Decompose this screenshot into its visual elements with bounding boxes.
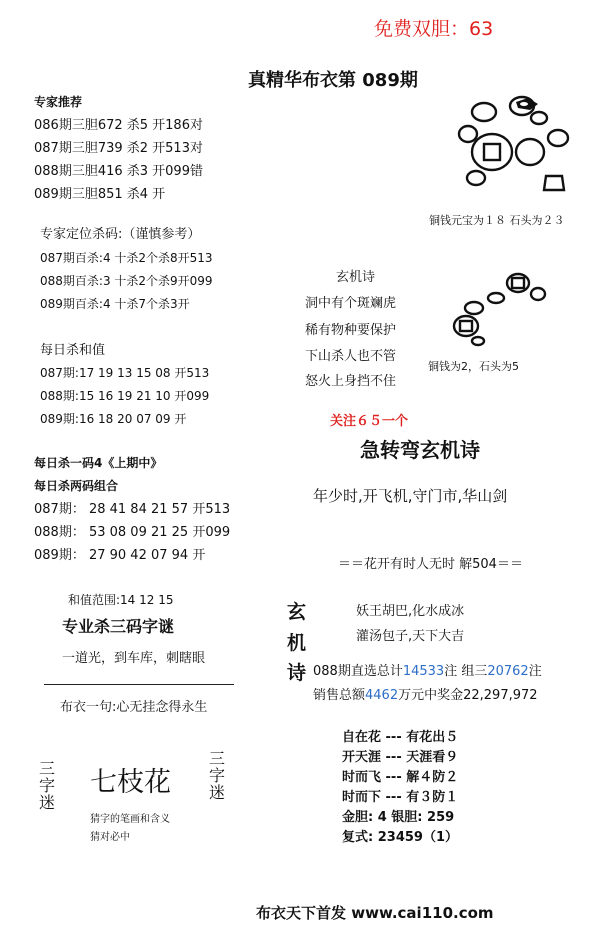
position-kill-heading: 专家定位杀码:（谨慎参考） bbox=[40, 227, 201, 242]
buyi-line: 布衣一句:心无挂念得永生 bbox=[60, 700, 208, 715]
position-kill-row: 088期百杀:3 十杀2个杀9开099 bbox=[40, 274, 213, 288]
expert-row: 086期三胆672 杀5 开186对 bbox=[34, 118, 203, 133]
clue-line: 时而飞 --- 解４防２ bbox=[342, 770, 459, 785]
expert-heading: 专家推荐 bbox=[34, 95, 83, 109]
position-kill-row: 089期百杀:4 十杀7个杀3开 bbox=[40, 297, 190, 311]
xuanji-label-1: 玄 bbox=[287, 601, 307, 623]
clue-line: 金胆: 4 银胆: 259 bbox=[342, 810, 455, 825]
flower-note: 猜字的笔画和含义 bbox=[90, 814, 170, 825]
flower-bloom-line: ＝＝花开有时人无时 解504＝＝ bbox=[338, 557, 523, 572]
xuanji-label-3: 诗 bbox=[287, 662, 307, 684]
expert-row: 087期三胆739 杀2 开513对 bbox=[34, 141, 203, 156]
stats-line-1 bbox=[313, 660, 542, 679]
daily-kill-row: 088期： 53 08 09 21 25 开099 bbox=[34, 525, 231, 540]
coins-ingot-drawing bbox=[456, 90, 576, 202]
sharp-turn-line: 年少时,开飞机,守门市,华山剑 bbox=[313, 487, 508, 505]
sum-range: 和值范围:14 12 15 bbox=[68, 593, 174, 607]
stats-text: 注 组三 bbox=[444, 664, 488, 679]
mystic-poem-line: 怒火上身挡不住 bbox=[305, 374, 397, 389]
stats-text: 万元中奖金22,297,972 bbox=[398, 688, 538, 703]
follow-line: 关注６５一个 bbox=[330, 414, 409, 429]
mystic-poem-line: 稀有物种要保护 bbox=[305, 323, 397, 338]
stats-text: 销售总额 bbox=[313, 688, 366, 703]
stats-direct-total: 14533 bbox=[402, 664, 445, 679]
clue-line: 时而下 --- 有３防１ bbox=[342, 790, 459, 805]
riddle-text: 一道光，到车库，刺瞎眼 bbox=[62, 651, 206, 666]
daily-kill-combo-heading: 每日杀两码组合 bbox=[34, 479, 119, 493]
riddle-label-left: 三字迷 bbox=[38, 759, 55, 812]
daily-sum-row: 089期:16 18 20 07 09 开 bbox=[40, 412, 187, 426]
stats-text: 088期直选总计 bbox=[313, 664, 403, 679]
expert-row: 088期三胆416 杀3 开099错 bbox=[34, 164, 203, 179]
flower-note: 猜对必中 bbox=[90, 832, 130, 843]
mystic-poem-line: 下山杀人也不管 bbox=[305, 349, 397, 364]
daily-kill-row: 087期： 28 41 84 21 57 开513 bbox=[34, 502, 231, 517]
divider bbox=[44, 684, 234, 685]
daily-sum-heading: 每日杀和值 bbox=[40, 343, 106, 358]
xuanji-line: 妖王胡巴,化水成冰 bbox=[356, 604, 465, 619]
coins2-caption: 铜钱为2，石头为5 bbox=[428, 360, 519, 373]
stats-group3-total: 20762 bbox=[487, 664, 529, 679]
mystic-poem-line: 洞中有个斑斓虎 bbox=[305, 296, 397, 311]
daily-sum-row: 088期:15 16 19 21 10 开099 bbox=[40, 389, 210, 403]
daily-kill-row: 089期： 27 90 42 07 94 开 bbox=[34, 548, 206, 563]
xuanji-label-2: 机 bbox=[287, 632, 307, 654]
coins-stones-drawing bbox=[448, 268, 552, 348]
daily-kill-heading: 每日杀一码4《上期中》 bbox=[34, 456, 163, 470]
expert-row: 089期三胆851 杀4 开 bbox=[34, 187, 166, 202]
riddle-label-right: 三字迷 bbox=[208, 749, 225, 802]
clue-line: 开天涯 --- 天涯看９ bbox=[342, 750, 459, 765]
stats-text: 注 bbox=[528, 664, 542, 679]
clue-line: 自在花 --- 有花出５ bbox=[342, 730, 459, 745]
sharp-turn-title: 急转弯玄机诗 bbox=[360, 438, 480, 462]
stats-line-2 bbox=[313, 684, 538, 703]
coins1-caption: 铜钱元宝为１８ 石头为２３ bbox=[429, 214, 565, 227]
clue-line: 复式: 23459（1） bbox=[342, 830, 458, 845]
xuanji-line: 灌汤包子,天下大吉 bbox=[356, 629, 465, 644]
flower-riddle-main: 七枝花 bbox=[90, 767, 171, 798]
daily-sum-row: 087期:17 19 13 15 08 开513 bbox=[40, 366, 210, 380]
footer: 布衣天下首发 www.cai110.com bbox=[256, 904, 494, 922]
position-kill-row: 087期百杀:4 十杀2个杀8开513 bbox=[40, 251, 213, 265]
stats-sales-total: 4462 bbox=[365, 688, 399, 703]
mystic-poem-heading: 玄机诗 bbox=[336, 270, 376, 285]
riddle-title: 专业杀三码字谜 bbox=[62, 617, 175, 636]
page-title: 真精华布衣第 089期 bbox=[248, 70, 418, 91]
free-double-banner: 免费双胆：63 bbox=[374, 18, 494, 40]
